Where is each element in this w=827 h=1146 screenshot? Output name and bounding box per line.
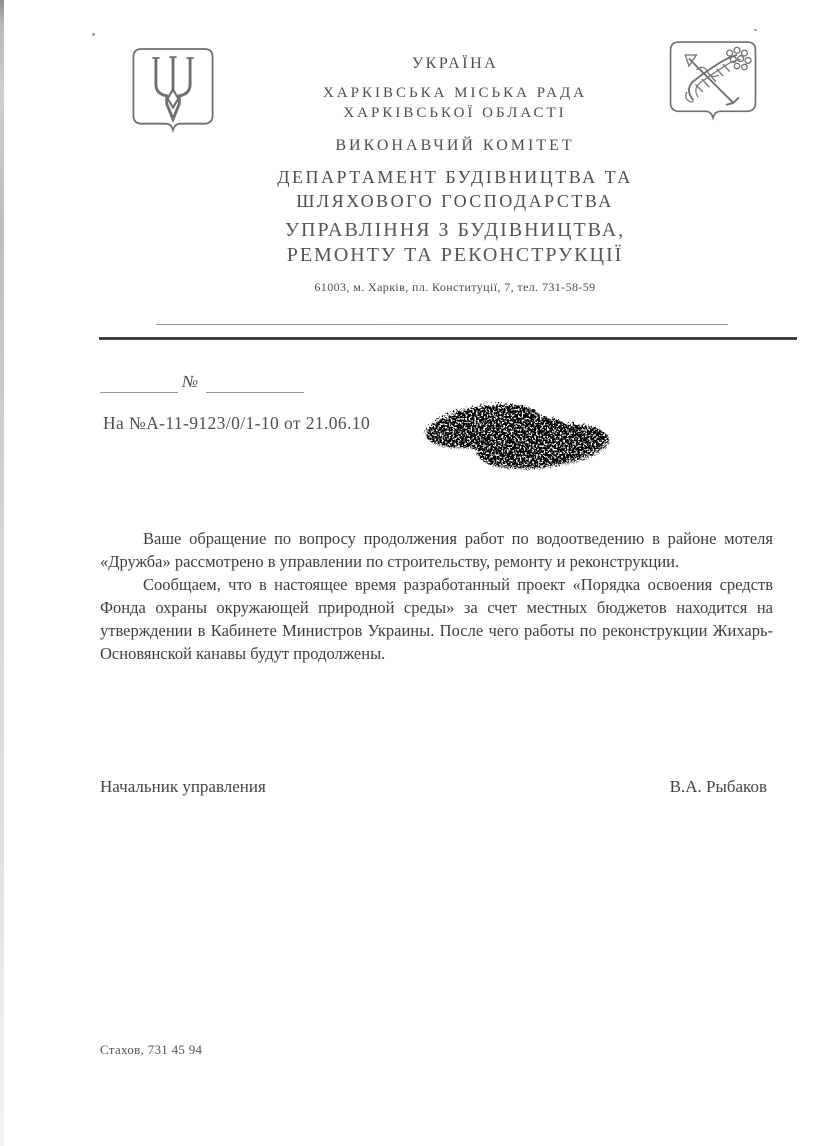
header-office-line1: УПРАВЛІННЯ З БУДІВНИЦТВА,: [284, 219, 626, 241]
signer-name: В.А. Рыбаков: [669, 777, 767, 796]
header-country: УКРАЇНА: [411, 55, 499, 72]
signature-row: [100, 777, 767, 797]
header-department-line1: ДЕПАРТАМЕНТ БУДІВНИЦТВА ТА: [277, 167, 633, 187]
scan-speck: [92, 33, 95, 36]
scan-speck: [754, 29, 757, 31]
body-paragraph-1: Ваше обращение по вопросу продолжения работ по водоотведению в районе мотеля «Дружба» рассмотрено в управлении по строительству, ремонту и реконструкции.: [100, 529, 773, 571]
number-sign: №: [182, 372, 199, 391]
header-department-line2: ШЛЯХОВОГО ГОСПОДАРСТВА: [296, 191, 614, 211]
letter-body: [100, 527, 773, 665]
reply-reference-line: На №А-11-9123/0/1-10 от 21.06.10: [103, 413, 371, 433]
redacted-stamp-blob: [422, 402, 614, 476]
header-rule-thick: [99, 337, 797, 340]
scan-edge-artifact: [0, 0, 4, 1146]
header-address: 61003, м. Харків, пл. Конституції, 7, тел. 731-58-59: [314, 280, 596, 294]
date-blank-line: [100, 392, 178, 393]
header-council-line2: ХАРКІВСЬКОЇ ОБЛАСТІ: [343, 105, 567, 121]
header-rule-thin: [156, 324, 728, 325]
header-committee: ВИКОНАВЧИЙ КОМІТЕТ: [335, 137, 575, 154]
number-blank-line: [206, 392, 304, 393]
header-office-line2: РЕМОНТУ ТА РЕКОНСТРУКЦІЇ: [286, 244, 624, 266]
header-council-line1: ХАРКІВСЬКА МІСЬКА РАДА: [322, 85, 588, 101]
body-paragraph-2: Сообщаем, что в настоящее время разработанный проект «Порядка освоения средств Фонда охраны окружающей природной среды» за счет местных бюджетов находится на утверждении в Кабинете Министров Украины. После чего работы по реконструкции Жихарь-Основянской канавы будут продолжены.: [100, 575, 773, 663]
signer-position: Начальник управления: [100, 777, 266, 796]
executor-contact: Стахов, 731 45 94: [100, 1042, 203, 1057]
